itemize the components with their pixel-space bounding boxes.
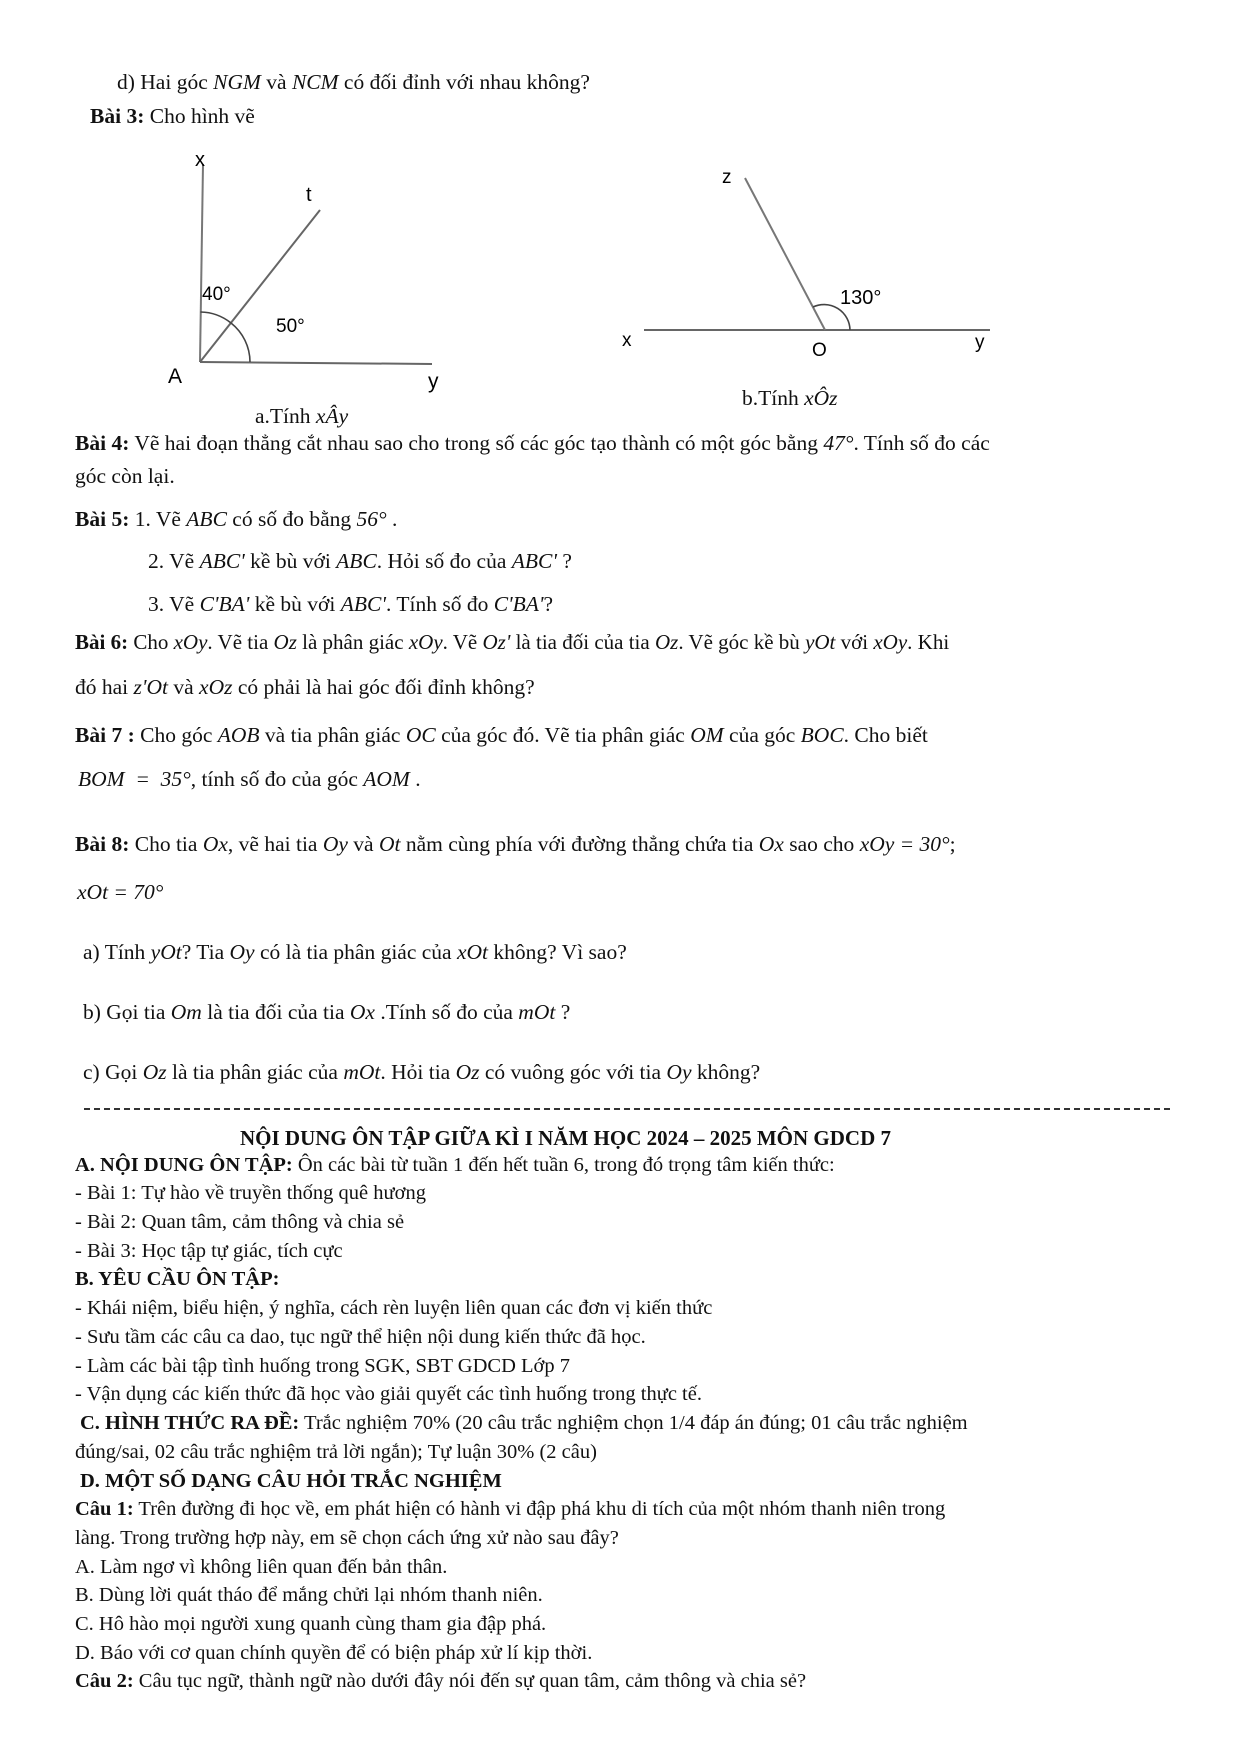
- label-a: A: [168, 365, 183, 388]
- gdcd-c-line2: đúng/sai, 02 câu trắc nghiệm trả lời ngắn); Tự luận 30% (2 câu): [75, 1441, 597, 1463]
- gdcd-q1-option: D. Báo với cơ quan chính quyền để có biện pháp xử lí kịp thời.: [75, 1642, 593, 1664]
- gdcd-q1-option: C. Hô hào mọi người xung quanh cùng tham gia đập phá.: [75, 1613, 547, 1635]
- label-z: z: [722, 167, 732, 188]
- angle-arc-xat: [201, 312, 232, 323]
- figure-a: [150, 150, 470, 430]
- gdcd-b-item: - Khái niệm, biểu hiện, ý nghĩa, cách rèn luyện liên quan các đơn vị kiến thức: [75, 1297, 713, 1319]
- caption-a: a.Tính xÂy: [255, 404, 349, 428]
- bai4-line1: Bài 4: Vẽ hai đoạn thẳng cắt nhau sao cho trong số các góc tạo thành có một góc bằng 47°. Tính số đo các: [75, 431, 990, 455]
- bai4-line2: góc còn lại.: [75, 464, 175, 488]
- gdcd-q1-option: A. Làm ngơ vì không liên quan đến bản thân.: [75, 1556, 448, 1578]
- label-x: x: [622, 330, 632, 351]
- label-o: O: [812, 340, 827, 361]
- gdcd-q2: Câu 2: Câu tục ngữ, thành ngữ nào dưới đây nói đến sự quan tâm, cảm thông và chia sẻ?: [75, 1670, 807, 1692]
- gdcd-b-heading: B. YÊU CẦU ÔN TẬP:: [75, 1268, 280, 1290]
- gdcd-b-item: - Vận dụng các kiến thức đã học vào giải quyết các tình huống trong thực tế.: [75, 1383, 702, 1405]
- gdcd-c-line1: C. HÌNH THỨC RA ĐỀ: Trắc nghiệm 70% (20 câu trắc nghiệm chọn 1/4 đáp án đúng; 01 câu trắc nghiệm: [80, 1412, 968, 1434]
- gdcd-b-item: - Làm các bài tập tình huống trong SGK, SBT GDCD Lớp 7: [75, 1355, 571, 1377]
- bai8-a: a) Tính yOt? Tia Oy có là tia phân giác của xOt không? Vì sao?: [83, 940, 627, 964]
- bai8-b: b) Gọi tia Om là tia đối của tia Ox .Tính số đo của mOt ?: [83, 1000, 571, 1024]
- bai6-line1: Bài 6: Cho xOy. Vẽ tia Oz là phân giác xOy. Vẽ Oz' là tia đối của tia Oz. Vẽ góc kề bù yOt với xOy. Khi: [75, 630, 950, 654]
- bai7-line2: BOM = 35°, tính số đo của góc AOM .: [78, 767, 421, 791]
- gdcd-q1-option: B. Dùng lời quát tháo để mắng chửi lại nhóm thanh niên.: [75, 1584, 543, 1606]
- label-50: 50°: [276, 316, 305, 337]
- question-d: d) Hai góc NGM và NCM có đối đỉnh với nhau không?: [117, 70, 590, 94]
- gdcd-b-item: - Sưu tầm các câu ca dao, tục ngữ thể hiện nội dung kiến thức đã học.: [75, 1326, 646, 1348]
- label-t: t: [306, 184, 312, 206]
- ray-oz: [745, 178, 825, 330]
- bai5-line2: 2. Vẽ ABC' kề bù với ABC. Hỏi số đo của ABC' ?: [148, 549, 572, 573]
- gdcd-title: NỘI DUNG ÔN TẬP GIỮA KÌ I NĂM HỌC 2024 – 2025 MÔN GDCD 7: [240, 1126, 892, 1150]
- bai8-line2: xOt = 70°: [77, 880, 164, 904]
- angle-arc-tay: [231, 323, 250, 362]
- gdcd-q1-line2: làng. Trong trường hợp này, em sẽ chọn cách ứng xử nào sau đây?: [75, 1527, 619, 1549]
- label-y: y: [975, 332, 985, 353]
- section-divider: [84, 1108, 1170, 1110]
- label-130: 130°: [840, 287, 882, 309]
- gdcd-d-heading: D. MỘT SỐ DẠNG CÂU HỎI TRẮC NGHIỆM: [80, 1470, 502, 1492]
- bai8-c: c) Gọi Oz là tia phân giác của mOt. Hỏi tia Oz có vuông góc với tia Oy không?: [83, 1060, 761, 1084]
- bai5-line1: Bài 5: 1. Vẽ ABC có số đo bằng 56° .: [75, 507, 398, 531]
- figure-b: [620, 160, 1010, 375]
- gdcd-a-item: - Bài 3: Học tập tự giác, tích cực: [75, 1240, 343, 1262]
- label-x: x: [195, 150, 205, 171]
- label-40: 40°: [202, 284, 231, 305]
- ray-ax: [200, 164, 203, 362]
- bai5-line3: 3. Vẽ C'BA' kề bù với ABC'. Tính số đo C'BA'?: [148, 592, 554, 616]
- ray-ay: [200, 362, 432, 364]
- caption-b: b.Tính xÔz: [742, 386, 838, 410]
- bai3-heading: Bài 3: Cho hình vẽ: [90, 104, 255, 128]
- gdcd-a-item: - Bài 2: Quan tâm, cảm thông và chia sẻ: [75, 1211, 405, 1233]
- bai7-line1: Bài 7 : Cho góc AOB và tia phân giác OC của góc đó. Vẽ tia phân giác OM của góc BOC. Cho biết: [75, 723, 928, 747]
- gdcd-a-heading: A. NỘI DUNG ÔN TẬP: Ôn các bài từ tuần 1 đến hết tuần 6, trong đó trọng tâm kiến thức:: [75, 1154, 835, 1176]
- bai6-line2: đó hai z'Ot và xOz có phải là hai góc đối đỉnh không?: [75, 675, 535, 699]
- label-y: y: [428, 370, 439, 393]
- bai8-line1: Bài 8: Cho tia Ox, vẽ hai tia Oy và Ot nằm cùng phía với đường thẳng chứa tia Ox sao cho xOy = 30°;: [75, 832, 956, 856]
- gdcd-a-item: - Bài 1: Tự hào về truyền thống quê hương: [75, 1182, 426, 1204]
- gdcd-q1-line1: Câu 1: Trên đường đi học về, em phát hiện có hành vi đập phá khu di tích của một nhóm thanh niên trong: [75, 1498, 946, 1520]
